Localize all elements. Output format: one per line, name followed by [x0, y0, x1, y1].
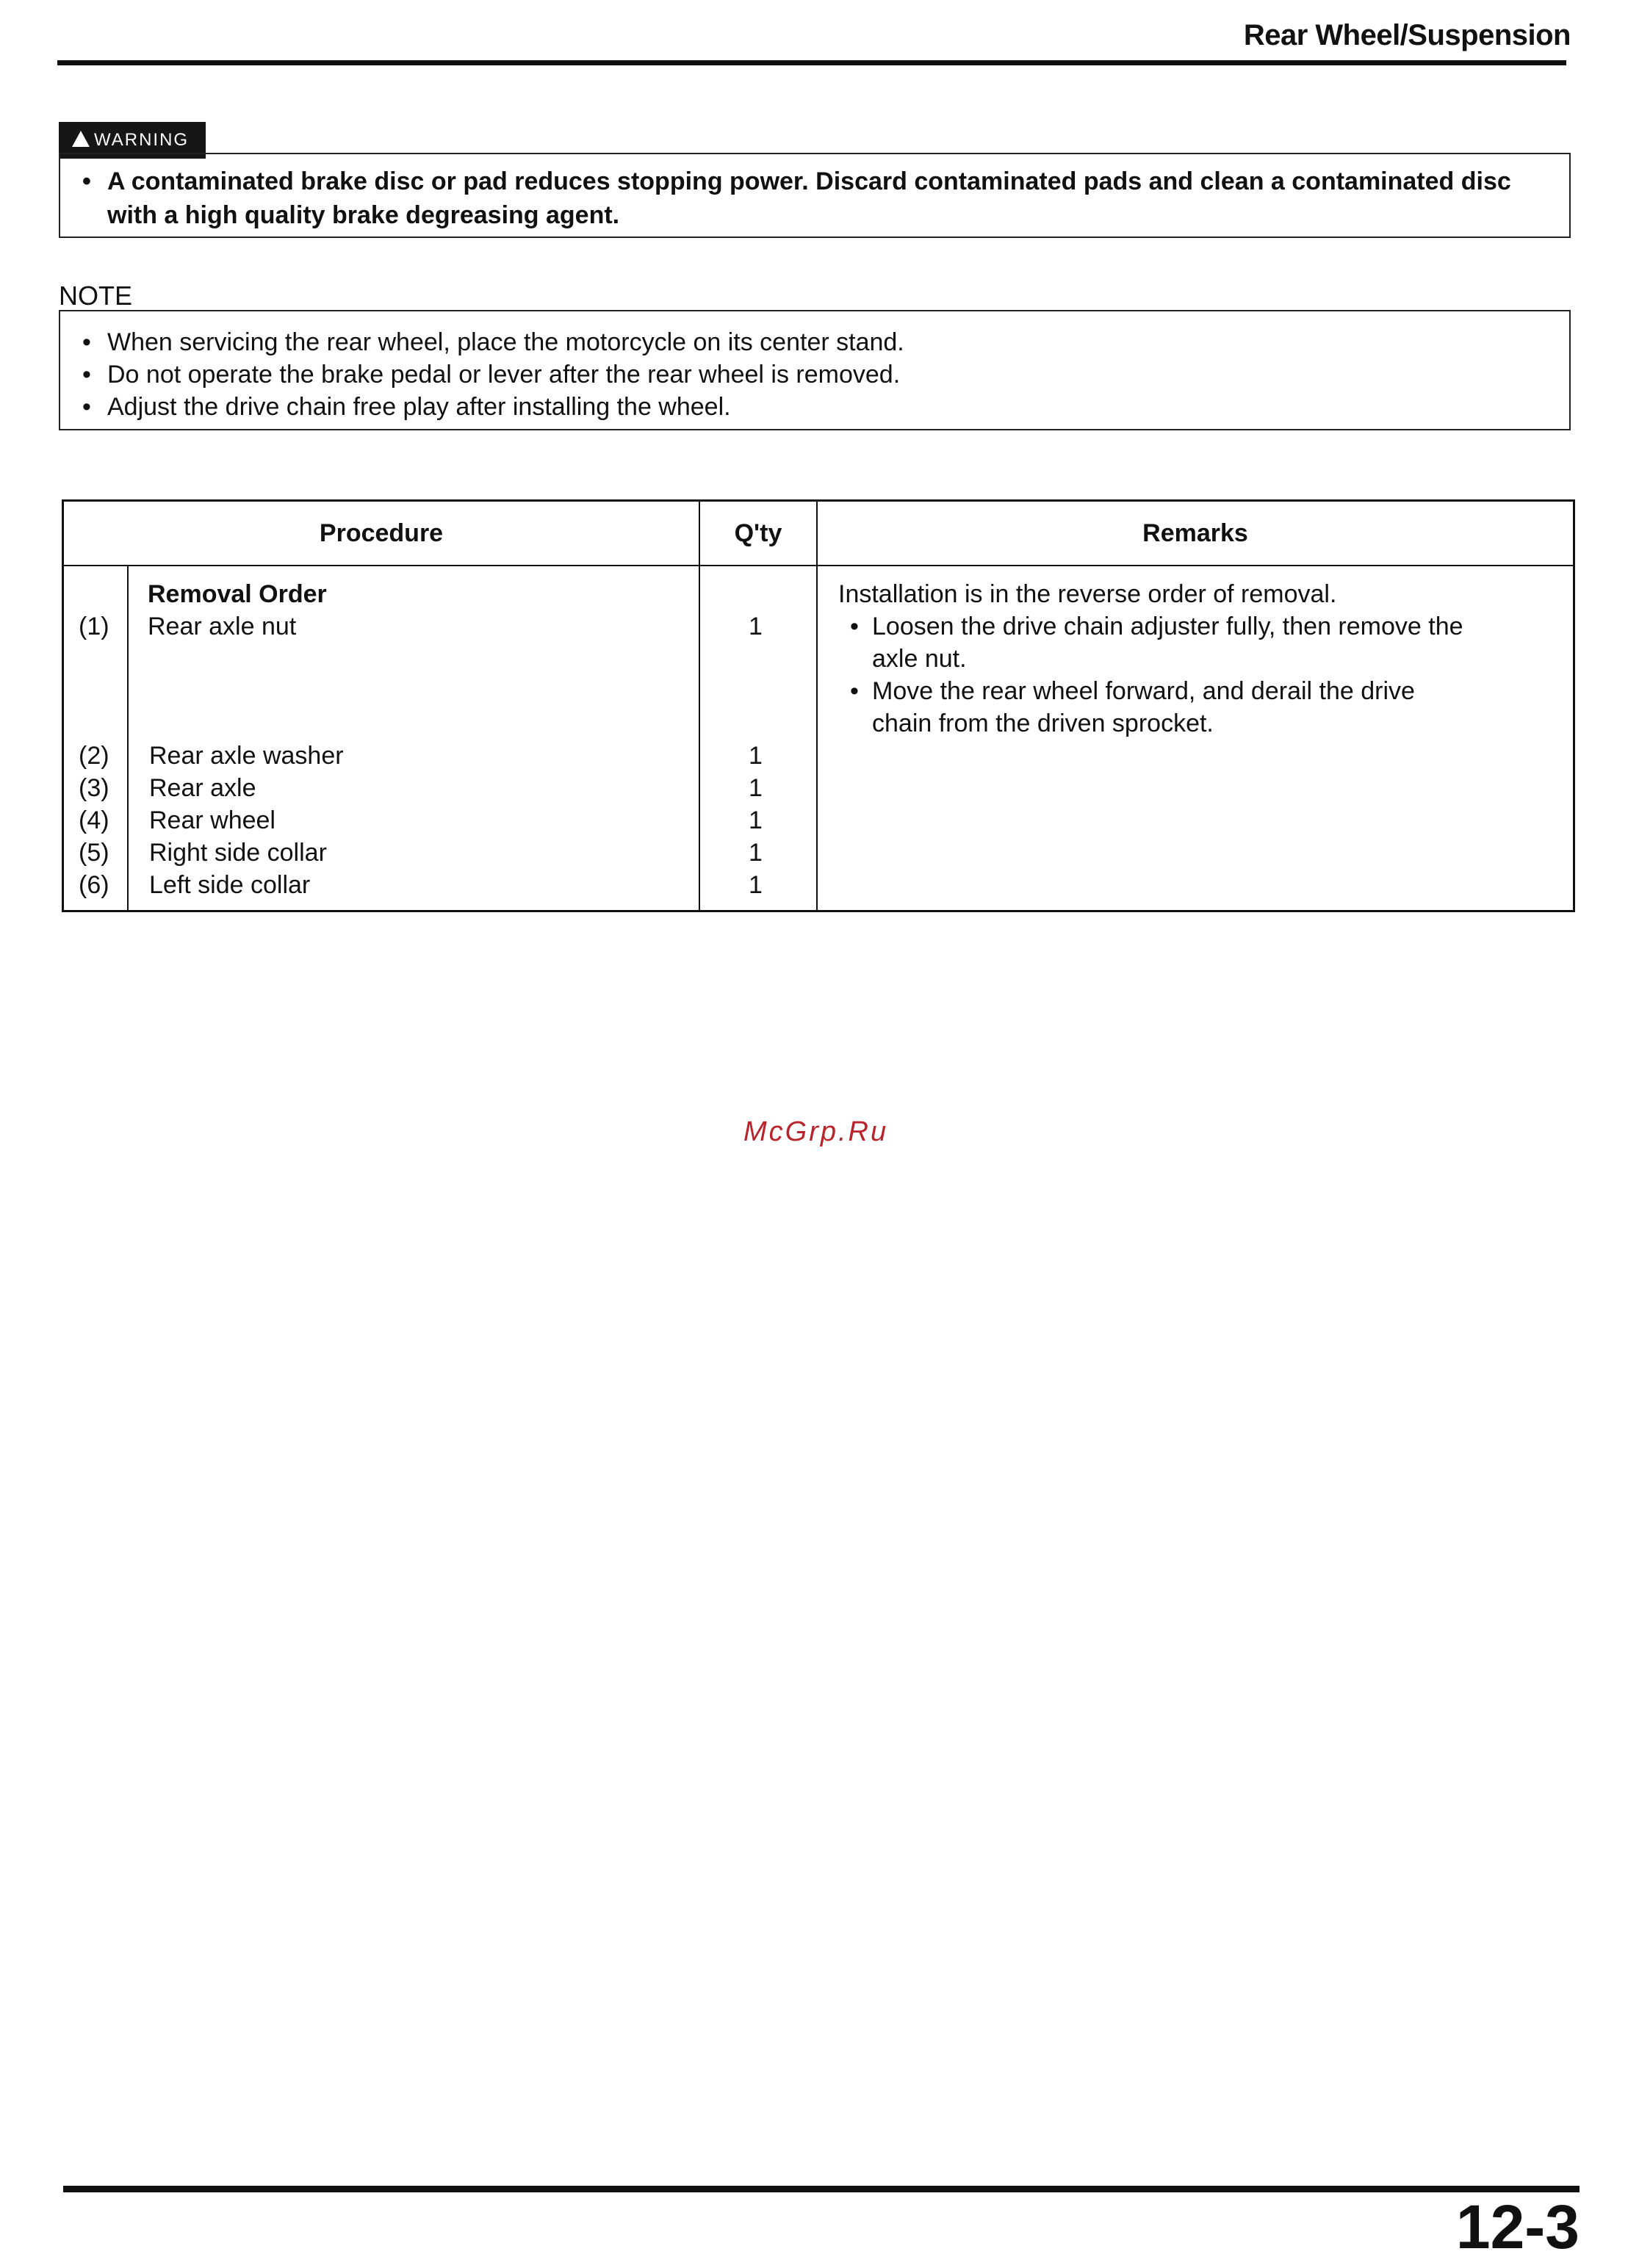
footer-rule: [63, 2186, 1580, 2192]
note-box: [59, 310, 1571, 430]
row-name: Rear axle nut: [148, 613, 297, 640]
remark-line: Loosen the drive chain adjuster fully, then remove the: [872, 613, 1463, 640]
note-label: NOTE: [59, 281, 133, 311]
note-item: [82, 391, 1547, 423]
note-item: [82, 326, 1547, 358]
row-name: Rear axle: [149, 774, 256, 802]
remark-line: axle nut.: [872, 645, 967, 673]
page-number: 12-3: [1455, 2192, 1580, 2261]
warning-label-text: WARNING: [94, 130, 190, 150]
procedure-table: [62, 499, 1575, 912]
row-number: (4): [79, 806, 109, 834]
row-qty: 1: [749, 774, 763, 802]
row-qty: 1: [749, 806, 763, 834]
warning-item: [82, 165, 1547, 232]
remark-line: chain from the driven sprocket.: [872, 709, 1214, 737]
header-procedure: Procedure: [319, 519, 444, 547]
watermark: McGrp.Ru: [743, 1116, 889, 1147]
table-number-divider: [127, 566, 129, 910]
note-item-text: When servicing the rear wheel, place the motorcycle on its center stand.: [107, 328, 904, 356]
row-name: Left side collar: [149, 871, 311, 899]
row-name: Rear axle washer: [149, 742, 344, 770]
bullet-icon: •: [82, 167, 91, 195]
remarks-intro: Installation is in the reverse order of removal.: [838, 580, 1337, 608]
row-number: (5): [79, 839, 109, 867]
remark-line: Move the rear wheel forward, and derail the drive: [872, 677, 1415, 705]
bullet-icon: •: [850, 613, 859, 640]
bullet-icon: •: [82, 361, 91, 389]
header-qty: Q'ty: [734, 519, 782, 547]
note-item: [82, 358, 1547, 391]
row-number: (3): [79, 774, 109, 802]
header-remarks: Remarks: [1142, 519, 1248, 547]
bullet-icon: •: [82, 328, 91, 356]
note-item-text: Do not operate the brake pedal or lever after the rear wheel is removed.: [107, 361, 901, 389]
row-qty: 1: [749, 839, 763, 867]
row-number: (6): [79, 871, 109, 899]
bullet-icon: •: [850, 677, 859, 705]
warning-triangle-icon: [72, 131, 90, 147]
bullet-icon: •: [82, 393, 91, 421]
row-qty: 1: [749, 613, 763, 640]
warning-item-text: A contaminated brake disc or pad reduces stopping power. Discard contaminated pads and clean a contaminated disc with a high quality brake degreasing agent.: [107, 167, 1511, 229]
section-title: Removal Order: [148, 580, 327, 608]
warning-box: [59, 153, 1571, 238]
page-header-title: Rear Wheel/Suspension: [1243, 19, 1571, 51]
row-qty: 1: [749, 742, 763, 770]
table-header-rule: [64, 565, 1573, 566]
row-number: (1): [79, 613, 109, 640]
note-item-text: Adjust the drive chain free play after installing the wheel.: [107, 393, 731, 421]
row-name: Right side collar: [149, 839, 327, 867]
row-number: (2): [79, 742, 109, 770]
row-name: Rear wheel: [149, 806, 275, 834]
header-rule: [57, 60, 1566, 65]
row-qty: 1: [749, 871, 763, 899]
